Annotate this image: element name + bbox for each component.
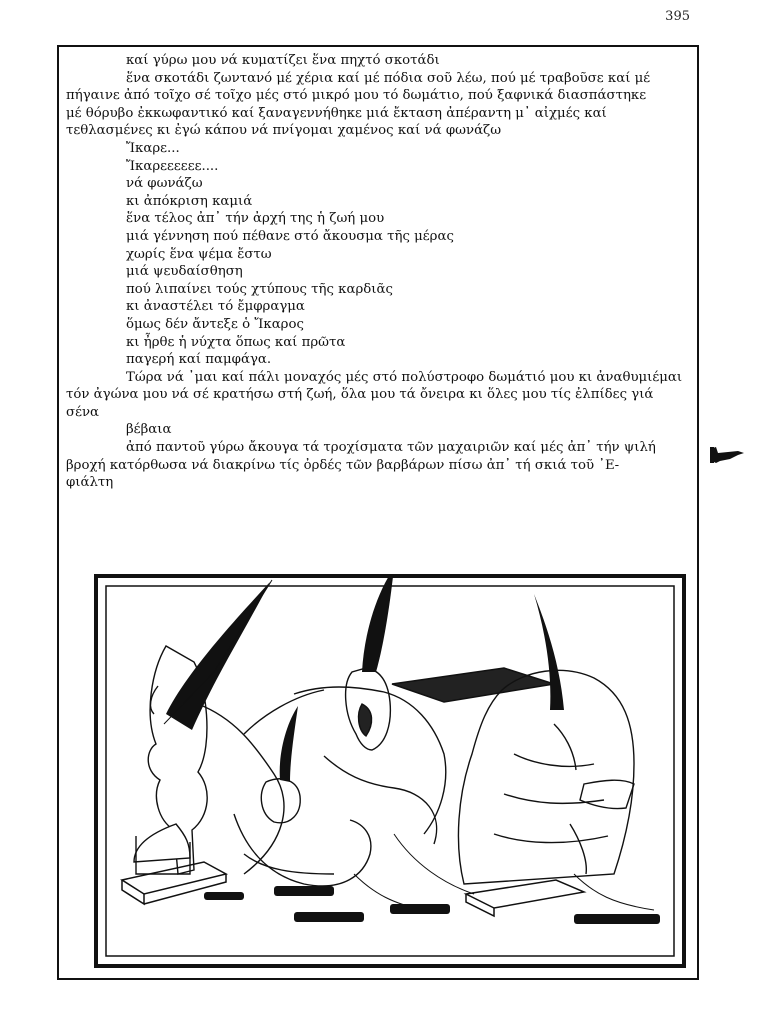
center-figure (244, 668, 446, 844)
ink-drawing-illustration (94, 574, 686, 968)
plume (534, 594, 564, 710)
text-line: τόν ἀγώνα μου νά σέ κρατήσω στή ζωή, ὅλα μου τά ὄνειρα κι ὅλες μου τίς ἐλπίδες γιά (66, 387, 654, 403)
text-line: τεθλασμένες κι ἐγώ κάπου νά πνίγομαι χαμένος καί νά φωνάζω (66, 123, 502, 139)
text-line: Τώρα νά ᾽μαι καί πάλι μοναχός μές στό πολύστροφο δωμάτιό μου κι ἀναθυμιέμαι (126, 369, 683, 385)
text-line: ὅμως δέν ἄντεξε ὁ Ἴκαρος (126, 316, 304, 332)
text-line: μιά γέννηση πού πέθανε στό ἄκουσμα τῆς μέρας (126, 228, 454, 244)
text-line: φιάλτη (66, 475, 114, 491)
text-line: Ἴκαρε... (126, 140, 180, 156)
text-line: πήγαινε ἀπό τοῖχο σέ τοῖχο μές στό μικρό μου τό δωμάτιο, πού ξαφνικά διασπάστηκε (66, 88, 647, 104)
text-line: ἀπό παντοῦ γύρω ἄκουγα τά τροχίσματα τῶν μαχαιριῶν καί μές ἀπ᾽ τήν ψιλή (126, 440, 656, 456)
text-body (66, 52, 683, 492)
page-number: 395 (665, 9, 690, 24)
text-line: κι ἀπόκριση καμιά (126, 193, 253, 209)
text-line: βροχή κατόρθωσα νά διακρίνω τίς ὀρδές τῶν βαρβάρων πίσω ἀπ᾽ τή σκιά τοῦ ᾽Ε- (66, 457, 620, 473)
drapery-strokes (354, 834, 654, 910)
plume (280, 706, 298, 782)
text-line: ἕνα σκοτάδι ζωντανό μέ χέρια καί μέ πόδια σοῦ λέω, πού μέ τραβοῦσε καί μέ (126, 70, 651, 86)
text-line: κι ἦρθε ἡ νύχτα ὅπως καί πρῶτα (126, 334, 346, 350)
plume (362, 574, 394, 672)
small-creature-figure (234, 779, 371, 886)
right-draped-figure (458, 670, 634, 884)
plume (166, 582, 270, 730)
text-line: μέ θόρυβο ἐκκωφαντικό καί ξαναγεννήθηκε μιά ἔκταση ἀπέραντη μ᾽ αἰχμές καί (66, 105, 607, 121)
text-line: κι ἀναστέλει τό ἔμφραγμα (126, 299, 305, 315)
text-line: βέβαια (126, 422, 172, 438)
text-line: χωρίς ἕνα ψέμα ἔστω (126, 246, 272, 262)
text-line: ἕνα τέλος ἀπ᾽ τήν ἀρχή της ἡ ζωή μου (126, 211, 385, 227)
feet-cluster (204, 886, 660, 924)
pointing-hand-icon (708, 443, 748, 467)
text-line: πού λιπαίνει τούς χτύπους τῆς καρδιᾶς (126, 281, 393, 297)
text-line: μιά ψευδαίσθηση (126, 264, 243, 280)
text-line: καί γύρω μου νά κυματίζει ἕνα πηχτό σκοτάδι (126, 53, 440, 68)
text-line: Ἴκαρεεεεεε.... (126, 158, 219, 174)
text-line: νά φωνάζω (126, 176, 203, 192)
text-line: σένα (66, 404, 100, 420)
text-line: παγερή καί παμφάγα. (126, 352, 272, 368)
